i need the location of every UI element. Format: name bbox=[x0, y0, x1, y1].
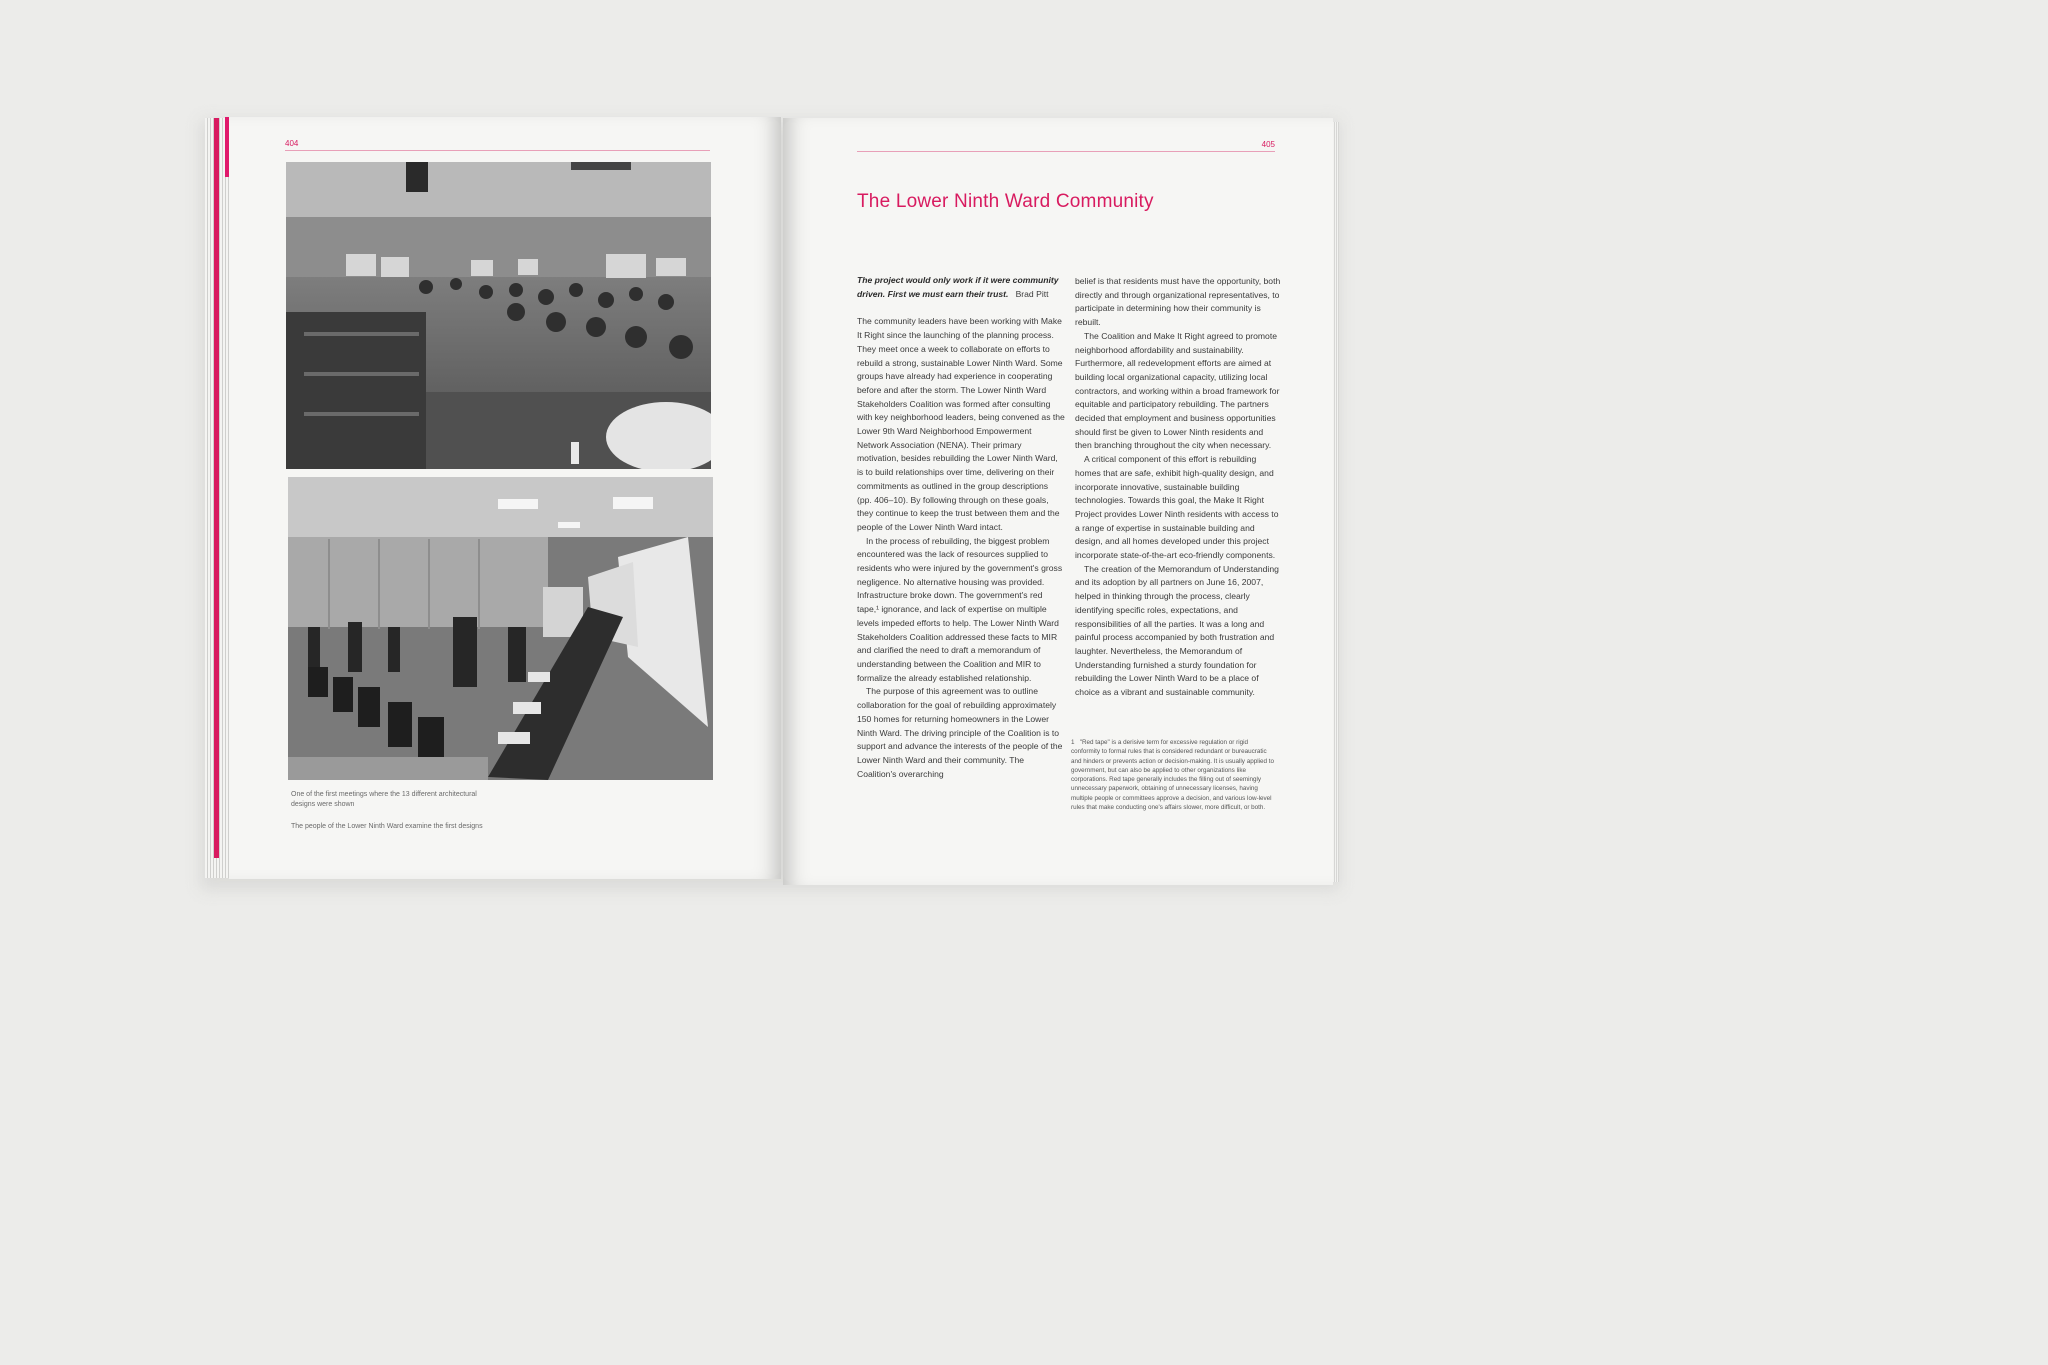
text-column-2 bbox=[1075, 275, 1281, 700]
footnote bbox=[1071, 738, 1277, 812]
right-page bbox=[783, 118, 1333, 885]
book-edge-accent bbox=[214, 118, 219, 858]
paragraph: The creation of the Memorandum of Understanding and its adoption by all partners on June 16, 2007, helped in thinking through the process, clearly identifying specific roles, expectations, and responsibilities of all the parties. It was a long and painful process accompanied by both frustration and laughter. Nevertheless, the Memorandum of Understanding furnished a sturdy foundation for rebuilding the Lower Ninth Ward to be a place of choice as a vibrant and sustainable community. bbox=[1075, 563, 1279, 698]
paragraph: The community leaders have been working with Make It Right since the launching of the planning process. They meet once a week to collaborate on efforts to rebuild a strong, sustainable Lower Ninth Ward. Some groups have already had experience in cooperating before and after the storm. The Lower Ninth Ward Stakeholders Coalition was formed after consulting with key neighborhood leaders, being convened as the Lower 9th Ward Neighborhood Empowerment Network Association (NENA). Their primary motivation, besides rebuilding the Lower Ninth Ward, is to build relationships over time, delivering on their commitments as outlined in the group descriptions (pp. 406–10). By following through on these goals, they continue to keep the trust between them and the people of the Lower Ninth Ward intact. bbox=[857, 316, 1065, 532]
photo-caption: The people of the Lower Ninth Ward examine the first designs bbox=[291, 823, 483, 830]
article-title: The Lower Ninth Ward Community bbox=[857, 191, 1154, 212]
epigraph-quote: The project would only work if it were community driven. First we must earn their trust. bbox=[857, 275, 1059, 299]
paragraph: The purpose of this agreement was to outline collaboration for the goal of rebuilding approximately 150 homes for returning homeowners in the Lower Ninth Ward. The driving principle of the Coalition is to support and advance the interests of the people of the Lower Ninth Ward and their community. The Coalition's overarching bbox=[857, 686, 1063, 779]
right-page-edges bbox=[1333, 122, 1339, 882]
header-rule bbox=[285, 150, 710, 151]
header-rule bbox=[857, 151, 1275, 152]
paragraph: belief is that residents must have the opportunity, both directly and through organizational representatives, to participate in determining how their community is rebuilt. bbox=[1075, 276, 1281, 328]
designs-exhibition-photo bbox=[288, 477, 713, 780]
paragraph: The Coalition and Make It Right agreed to promote neighborhood affordability and sustainability. Furthermore, all redevelopment efforts are aimed at building local organizational capacity, utilizing local contractors, and working within a broad framework for equitable and participatory rebuilding. The partners decided that employment and business opportunities should first be given to Lower Ninth residents and then branching throughout the city when necessary. bbox=[1075, 330, 1280, 451]
photo-caption: One of the first meetings where the 13 different architectural designs were shown bbox=[291, 791, 477, 808]
page-number: 404 bbox=[285, 139, 299, 148]
meeting-photo-image bbox=[286, 162, 711, 469]
footnote-text: "Red tape" is a derisive term for excessive regulation or rigid conformity to formal rules that is considered redundant or bureaucratic and hinders or prevents action or decision-making. It is usually applied to government, but can also be applied to other organizations like corporations. Red tape generally includes the filling out of seemingly unnecessary paperwork, obtaining of unnecessary licenses, having multiple people or committees approve a decision, and various low-level rules that make conducting one's affairs slower, more difficult, or both. bbox=[1071, 739, 1275, 812]
epigraph bbox=[857, 274, 1065, 301]
epigraph-author: Brad Pitt bbox=[1015, 288, 1049, 299]
text-column-1 bbox=[857, 274, 1065, 781]
designs-exhibition-photo-image bbox=[288, 477, 713, 780]
left-page bbox=[229, 117, 781, 879]
footnote-number: 1 bbox=[1071, 739, 1075, 746]
page-number: 405 bbox=[1261, 140, 1275, 149]
paragraph: A critical component of this effort is rebuilding homes that are safe, exhibit high-quality design, and incorporate innovative, sustainable building technologies. Towards this goal, the Make It Right Project provides Lower Ninth residents with access to a range of expertise in sustainable building and design, and all homes developed under this project incorporate state-of-the-art eco-friendly components. bbox=[1075, 454, 1279, 561]
paragraph: In the process of rebuilding, the biggest problem encountered was the lack of resources supplied to residents who were injured by the government's gross negligence. No alternative housing was provided. Infrastructure broke down. The government's red tape,¹ ignorance, and lack of expertise on multiple levels impeded efforts to help. The Lower Ninth Ward Stakeholders Coalition addressed these facts to MIR and clarified the need to draft a memorandum of understanding between the Coalition and MIR to formalize the already established relationship. bbox=[857, 535, 1063, 683]
meeting-photo bbox=[286, 162, 711, 469]
